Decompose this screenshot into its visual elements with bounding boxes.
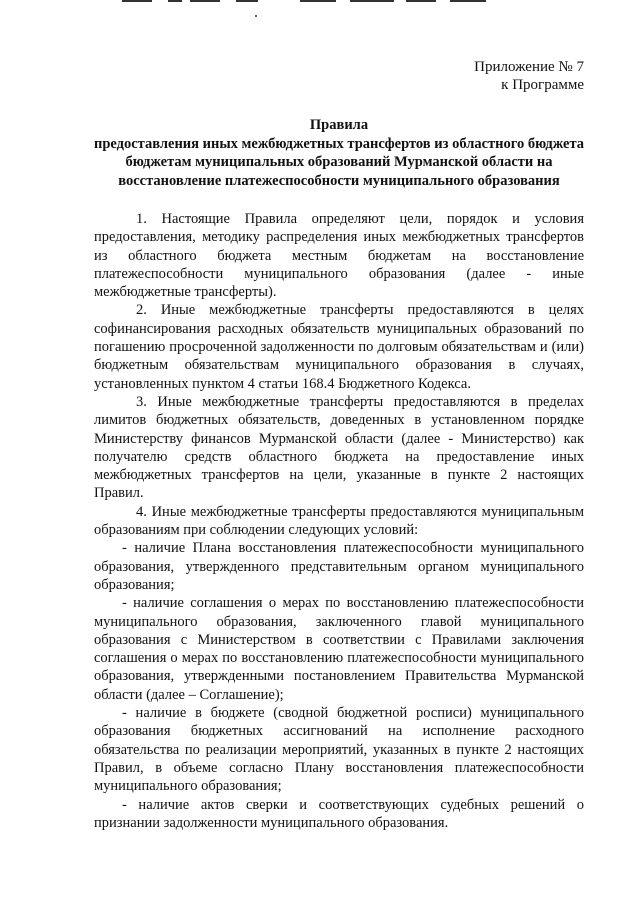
document-page (94, 58, 584, 832)
appendix-label (94, 58, 584, 94)
condition-item: - наличие соглашения о мерах по восстановлению платежеспособности муниципального образования, заключенного главой муниципального образования с Министерством в соответствии с Правилами заключения соглашения о мерах по восстановлению платежеспособности муниципального образования, утвержденными постановлением Правительства Мурманской области (далее – Соглашение); (94, 595, 584, 703)
scan-artifact-dot (255, 15, 257, 17)
paragraph-2: 2. Иные межбюджетные трансферты предоставляются в целях софинансирования расходных обязательств муниципальных образований по погашению просроченной задолженности по долговым обязательствам и (или) бюджетным обязательствам муниципального образования в случаях, установленных пунктом 4 статьи 168.4 Бюджетного Кодекса. (94, 302, 584, 392)
scan-artifact-line (350, 0, 394, 2)
scan-artifact-line (300, 0, 336, 2)
scan-artifact-line (190, 0, 220, 2)
scan-artifact-line (450, 0, 486, 2)
paragraph-3: 3. Иные межбюджетные трансферты предоставляются в пределах лимитов бюджетных обязательств, доведенных в установленном порядке Министерству финансов Мурманской области (далее - Министерство) как получателю средств областного бюджета на предоставление иных межбюджетных трансфертов на цели, указанные в пункте 2 настоящих Правил. (94, 393, 584, 502)
condition-item: - наличие актов сверки и соответствующих судебных решений о признании задолженности муниципального образования. (94, 796, 584, 831)
scan-artifact-line (122, 0, 152, 2)
scan-artifact-line (406, 0, 436, 2)
condition-item: - наличие Плана восстановления платежеспособности муниципального образования, утвержденного представительным органом муниципального образования; (94, 540, 584, 593)
document-title (94, 116, 584, 190)
title-heading: Правила (309, 117, 369, 133)
paragraph-1: 1. Настоящие Правила определяют цели, порядок и условия предоставления, методику распределения иных межбюджетных трансфертов из областного бюджета местным бюджетам на восстановление платежеспособности муниципального образования (далее - иные межбюджетные трансферты). (94, 211, 584, 301)
scan-artifact-line (236, 0, 258, 2)
condition-item: - наличие в бюджете (сводной бюджетной росписи) муниципального образования бюджетных ассигнований на исполнение расходного обязательства по реализации мероприятий, указанных в пункте 2 настоящих Правил, в объеме согласно Плану восстановления платежеспособности муниципального образования; (94, 705, 584, 795)
document-body (94, 210, 584, 832)
appendix-program: к Программе (501, 77, 584, 93)
title-subtitle: предоставления иных межбюджетных трансфертов из областного бюджета бюджетам муниципальных образований Мурманской области на восстановление платежеспособности муниципального образования (94, 135, 584, 189)
paragraph-4: 4. Иные межбюджетные трансферты предоставляются муниципальным образованиям при соблюдении следующих условий: (94, 503, 584, 539)
appendix-number: Приложение № 7 (474, 59, 584, 75)
scan-artifact-line (168, 0, 182, 2)
